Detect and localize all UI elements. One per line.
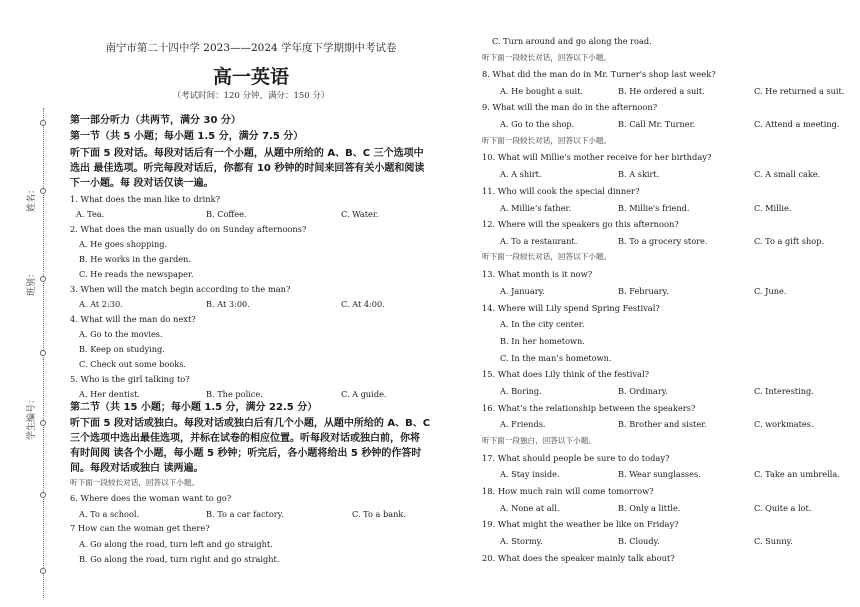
question-stem: 2. What does the man usually do on Sunday afternoons? xyxy=(70,224,307,234)
section2-instruction-line: 间。每段对话或独白 读两遍。 xyxy=(70,463,204,474)
question-stem: 6. Where does the woman want to go? xyxy=(70,493,232,503)
option-a: A. Stormy. xyxy=(500,536,543,546)
option-b: B. Brother and sister. xyxy=(618,419,707,429)
option-b: B. To a grocery store. xyxy=(618,236,708,246)
option-c: C. Interesting. xyxy=(754,386,814,396)
option-a: A. A shirt. xyxy=(500,169,542,179)
option-c: C. To a gift shop. xyxy=(754,236,825,246)
option-c: C. To a bank. xyxy=(352,509,406,519)
listening-note: 听下面一段较长对话，回答以下小题。 xyxy=(70,478,200,487)
option-a: A. At 2:30. xyxy=(79,299,123,309)
option-c: C. workmates. xyxy=(754,419,814,429)
option-c: C. In the man’s hometown. xyxy=(500,353,612,363)
listening-note: 听下面一段独白，回答以下小题。 xyxy=(482,436,596,445)
question-stem: 13. What month is it now? xyxy=(482,269,593,279)
option-b: B. He works in the garden. xyxy=(79,254,191,264)
option-a: A. Go to the shop. xyxy=(500,119,575,129)
binding-hole xyxy=(40,568,46,574)
option-b: B. Coffee. xyxy=(206,209,247,219)
question-stem: 12. Where will the speakers go this afternoon? xyxy=(482,219,679,229)
question-stem: 3. When will the match begin according to the man? xyxy=(70,284,291,294)
question-stem: 19. What might the weather be like on Friday? xyxy=(482,519,679,529)
option-c: C. Check out some books. xyxy=(79,359,187,369)
option-b: B. A skirt. xyxy=(618,169,660,179)
question-stem: 4. What will the man do next? xyxy=(70,314,196,324)
exam-info: （考试时间：120 分钟，满分：150 分） xyxy=(172,91,330,101)
option-a: A. Friends. xyxy=(500,419,546,429)
listening-note: 听下面一段较长对话，回答以下小题。 xyxy=(482,252,612,261)
option-b: B. He ordered a suit. xyxy=(618,86,705,96)
section1-instruction-line: 听下面 5 段对话。每段对话后有一个小题，从题中所给的 A、B、C 三个选项中 xyxy=(70,148,424,159)
option-b: B. To a car factory. xyxy=(206,509,284,519)
option-c: C. He reads the newspaper. xyxy=(79,269,194,279)
part1-heading: 第一部分听力（共两节，满分 30 分） xyxy=(70,115,241,126)
option-a: A. Her dentist. xyxy=(79,389,140,399)
option-b: B. Go along the road, turn right and go straight. xyxy=(79,554,280,564)
page-title: 高一英语 xyxy=(212,66,289,88)
question-stem: 18. How much rain will come tomorrow? xyxy=(482,486,654,496)
option-c: C. June. xyxy=(754,286,787,296)
question-stem: 10. What will Millie's mother receive for her birthday? xyxy=(482,152,712,162)
section1-heading: 第一节（共 5 小题；每小题 1.5 分，满分 7.5 分） xyxy=(70,131,304,142)
binding-hole xyxy=(40,492,46,498)
question-stem: 15. What does Lily think of the festival? xyxy=(482,369,650,379)
option-a: A. None at all. xyxy=(500,503,560,513)
question-stem: 1. What does the man like to drink? xyxy=(70,194,221,204)
question-stem: 5. Who is the girl talking to? xyxy=(70,374,190,384)
question-stem: 20. What does the speaker mainly talk about? xyxy=(482,553,675,563)
question-stem: 9. What will the man do in the afternoon? xyxy=(482,102,658,112)
question-stem: 16. What’s the relationship between the speakers? xyxy=(482,403,696,413)
section2-heading: 第二节（共 15 小题；每小题 1.5 分，满分 22.5 分） xyxy=(70,402,318,413)
option-b: B. February. xyxy=(618,286,669,296)
option-a: A. Stay inside. xyxy=(500,469,560,479)
listening-note: 听下面一段较长对话，回答以下小题。 xyxy=(482,53,612,62)
option-c: C. A small cake. xyxy=(754,169,821,179)
option-b: B. In her hometown. xyxy=(500,336,585,346)
binding-hole xyxy=(40,276,46,282)
question-stem: 7 How can the woman get there? xyxy=(70,523,210,533)
option-b: B. Ordinary. xyxy=(618,386,668,396)
binding-hole xyxy=(40,420,46,426)
option-c: C. Quite a lot. xyxy=(754,503,812,513)
school-title: 南宁市第二十四中学 2023——2024 学年度下学期期中考试卷 xyxy=(105,42,397,54)
option-a: A. He goes shopping. xyxy=(79,239,168,249)
option-c: C. At 4:00. xyxy=(341,299,385,309)
option-c: C. Take an umbrella. xyxy=(754,469,840,479)
question-stem: 14. Where will Lily spend Spring Festival? xyxy=(482,303,660,313)
name-label: 姓名： xyxy=(27,184,37,212)
option-c: C. Turn around and go along the road. xyxy=(492,36,652,46)
option-a: A. To a school. xyxy=(79,509,140,519)
option-c: C. Millie. xyxy=(754,203,792,213)
binding-hole xyxy=(40,120,46,126)
option-a: A. Millie’s father. xyxy=(500,203,572,213)
option-c: C. A guide. xyxy=(341,389,387,399)
option-c: C. Water. xyxy=(341,209,379,219)
section1-instruction-line: 下一小题。每 段对话仅读一遍。 xyxy=(70,178,214,189)
option-c: C. Sunny. xyxy=(754,536,793,546)
option-c: C. He returned a suit. xyxy=(754,86,845,96)
class-label: 班别： xyxy=(27,268,37,296)
option-b: B. Millie's friend. xyxy=(618,203,690,213)
question-stem: 17. What should people be sure to do today? xyxy=(482,453,670,463)
binding-hole xyxy=(40,350,46,356)
question-stem: 11. Who will cook the special dinner? xyxy=(482,186,640,196)
option-c: C. Attend a meeting. xyxy=(754,119,840,129)
option-b: B. Call Mr. Turner. xyxy=(618,119,696,129)
option-b: B. Only a little. xyxy=(618,503,681,513)
option-b: B. The police. xyxy=(206,389,263,399)
student-number-label: 学生编号： xyxy=(27,394,37,440)
option-a: A. Tea. xyxy=(76,209,105,219)
question-stem: 8. What did the man do in Mr. Turner's shop last week? xyxy=(482,69,716,79)
listening-note: 听下面一段较长对话，回答以下小题。 xyxy=(482,136,612,145)
option-a: A. Boring. xyxy=(500,386,542,396)
option-a: A. Go to the movies. xyxy=(79,329,163,339)
option-a: A. Go along the road, turn left and go straight. xyxy=(79,539,273,549)
option-b: B. Cloudy. xyxy=(618,536,660,546)
section2-instruction-line: 三个选项中选出最佳选项，并标在试卷的相应位置。听每段对话或独白前，你将 xyxy=(70,433,420,444)
option-a: A. He bought a suit. xyxy=(500,86,584,96)
option-a: A. January. xyxy=(500,286,545,296)
binding-hole xyxy=(40,188,46,194)
section1-instruction-line: 选出 最佳选项。听完每段对话后，你都有 10 秒钟的时间来回答有关小题和阅读 xyxy=(70,163,425,174)
option-b: B. Wear sunglasses. xyxy=(618,469,701,479)
option-a: A. In the city center. xyxy=(500,319,585,329)
option-b: B. Keep on studying. xyxy=(79,344,165,354)
section2-instruction-line: 听下面 5 段对话或独白。每段对话或独白后有几个小题，从题中所给的 A、B、C xyxy=(70,418,431,429)
option-b: B. At 3:00. xyxy=(206,299,250,309)
section2-instruction-line: 有时间阅 读各个小题，每小题 5 秒钟；听完后，各小题将给出 5 秒钟的作答时 xyxy=(70,448,422,459)
option-a: A. To a restaurant. xyxy=(500,236,578,246)
